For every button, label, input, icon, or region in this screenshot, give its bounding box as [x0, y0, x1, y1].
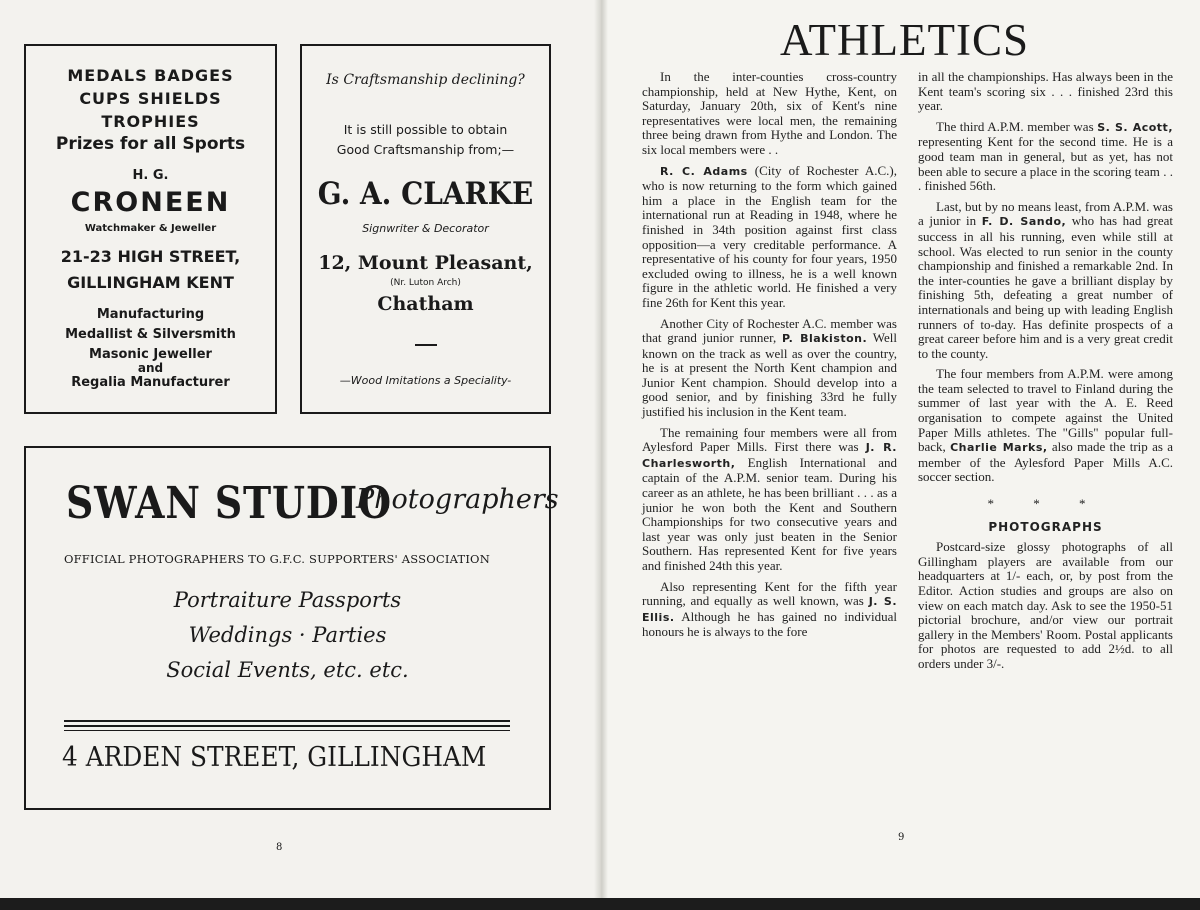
clarke-name: G. A. CLARKE — [317, 176, 534, 212]
paragraph-text: (City of Rochester A.C.), who is now returning to the form which gained him a place in the English team for the international run at Reading in 1948, where he finished in 34th position against first class opposition—a very creditable performance. A representative of his county for four years, 1950 excluded owing to illness, he is a well known figure in the athletic world. He finished a very fine 26th for Kent this year. — [642, 162, 897, 310]
paragraph: Postcard-size glossy photographs of all Gillingham players are available from our headquarters at 1/- each, or, by post from the Editor. Action studies and groups are also on view on each match day. Ask to see the 1950-51 pictorial brochure, and/or view our portrait gallery in the Members' Room. Postal applicants for photos are requested to add 2½d. to all orders under 3/-. — [918, 539, 1173, 671]
page-heading: ATHLETICS — [780, 15, 1029, 65]
paragraph-text: who has had great success in all his running, even while still at school. Was elected to run senior in the county championship and finished a remarkable 2nd. In the inter-counties he gave a brilliant display by finishing 5th, defeating a great number of internationals and being up with leading English runners of to-day. Has definite prospects of a great career before him and is a very great credit to the county. — [918, 213, 1173, 361]
croneen-mfg-5: Regalia Manufacturer — [71, 375, 230, 390]
page-number-right: 9 — [898, 832, 905, 843]
paragraph-text: The remaining four members were all from Aylesford Paper Mills. First there was — [642, 424, 897, 455]
paragraph-text: Well known on the track as well as over the country, he is at present the North Kent champion and Junior Kent champion. Should develop into a good senior, and by finishing 33rd he fully justified his inclusion in the Kent team. — [642, 330, 897, 420]
paragraph — [918, 200, 1173, 362]
athlete-name: S. S. Acott, — [1097, 120, 1173, 134]
paragraph: in all the championships. Has always been in the Kent team's scoring six . . . finished 23rd this year. — [918, 69, 1173, 114]
croneen-mfg-2: Medallist & Silversmith — [65, 327, 236, 342]
croneen-trade: Watchmaker & Jeweller — [84, 223, 217, 234]
swan-rule-3 — [64, 730, 510, 731]
clarke-advert — [300, 44, 551, 414]
paragraph — [918, 120, 1173, 194]
swan-name: SWAN STUDIO — [66, 478, 392, 529]
croneen-initials: H. G. — [132, 168, 169, 183]
bottom-edge — [0, 898, 1200, 910]
paragraph-text: Last, but by no means least, from A.P.M. was a junior in — [918, 198, 1173, 229]
swan-services-3: Social Events, etc. etc. — [166, 658, 409, 682]
croneen-line-3: TROPHIES — [101, 112, 200, 131]
page-gutter — [594, 0, 608, 898]
athlete-name: Charlie Marks, — [950, 441, 1048, 455]
athlete-name: J. S. Ellis. — [642, 595, 897, 624]
clarke-text-1: It is still possible to obtain — [343, 122, 508, 137]
paragraph-text: Also representing Kent for the fifth year running, and equally as well known, was — [642, 578, 897, 609]
athlete-name: F. D. Sando, — [981, 215, 1067, 229]
paragraph: In the inter-counties cross-country championship, held at New Hythe, Kent, on Saturday, January 20th, six of Kent's nine representatives were local men, the remaining three being drawn from Hythe and London. The six local members were . . — [642, 69, 897, 157]
clarke-note: (Nr. Luton Arch) — [390, 278, 461, 288]
swan-address: 4 ARDEN STREET, GILLINGHAM — [62, 742, 487, 773]
swan-services-1: Portraiture Passports — [173, 588, 402, 612]
clarke-town: Chatham — [377, 293, 474, 315]
swan-rule-2 — [64, 725, 510, 727]
paragraph-text: also made the trip as a member of the Aylesford Paper Mills A.C. soccer section. — [918, 439, 1173, 485]
paragraph — [642, 317, 897, 420]
athlete-name: R. C. Adams — [660, 164, 748, 178]
swan-official: OFFICIAL PHOTOGRAPHERS TO G.F.C. SUPPORTERS' ASSOCIATION — [64, 552, 490, 566]
paragraph-text: English International and captain of the A.P.M. senior team. During his career as an athlete, he has been brilliant . . . as a junior he won both the Kent and Southern Championships for two consecutive years and last year was only just beaten in the Senior Southern. Has represented Kent for five years and finished 24th this year. — [642, 454, 897, 573]
croneen-name: CRONEEN — [70, 187, 231, 218]
croneen-prizes: Prizes for all Sports — [55, 134, 246, 154]
clarke-text-2: Good Craftsmanship from;— — [336, 142, 515, 157]
croneen-mfg-4: and — [137, 361, 164, 375]
croneen-line-2: CUPS SHIELDS — [79, 89, 222, 108]
paragraph — [642, 426, 897, 574]
section-divider: * * * — [987, 496, 1104, 512]
croneen-mfg-3: Masonic Jeweller — [89, 347, 212, 362]
paragraph-text: The third A.P.M. member was — [936, 118, 1098, 134]
clarke-divider — [415, 344, 437, 346]
paragraph — [918, 367, 1173, 485]
article-column-1 — [642, 70, 897, 646]
clarke-tagline: Is Craftsmanship declining? — [326, 72, 525, 88]
swan-rule-1 — [64, 720, 510, 722]
clarke-footer: —Wood Imitations a Speciality- — [339, 374, 512, 387]
page-number-left: 8 — [276, 842, 283, 853]
article-column-2 — [918, 70, 1173, 678]
croneen-line-1: MEDALS BADGES — [67, 66, 234, 85]
swan-services-2: Weddings · Parties — [188, 623, 387, 647]
athlete-name: P. Blakiston. — [782, 332, 868, 346]
paragraph — [642, 164, 897, 311]
croneen-advert — [24, 44, 277, 414]
paragraph-text: Another City of Rochester A.C. member was that grand junior runner, — [642, 315, 897, 346]
paragraph-text: Although he has gained no individual honours he is always to the fore — [642, 608, 897, 640]
paragraph — [642, 580, 897, 640]
croneen-address-2: GILLINGHAM KENT — [67, 273, 234, 292]
swan-studio-advert — [24, 446, 559, 810]
photographs-heading: PHOTOGRAPHS — [988, 519, 1103, 534]
clarke-trade: Signwriter & Decorator — [362, 222, 489, 235]
clarke-address: 12, Mount Pleasant, — [318, 252, 533, 274]
athlete-name: J. R. Charlesworth, — [642, 441, 897, 470]
croneen-address-1: 21-23 HIGH STREET, — [60, 247, 241, 266]
paragraph-text: representing Kent for the second time. He is a good team man in general, but as yet, has not been able to secure a place in the scoring team . . . finished 56th. — [918, 134, 1173, 194]
croneen-mfg-1: Manufacturing — [96, 307, 205, 322]
paragraph-text: The four members from A.P.M. were among the team selected to travel to Finland during the summer of last year with the A. E. Reed organisation to compete against the United Paper Mills athletes. The "Gills" popular full-back, — [918, 366, 1173, 455]
swan-script: Photographers — [356, 484, 559, 515]
